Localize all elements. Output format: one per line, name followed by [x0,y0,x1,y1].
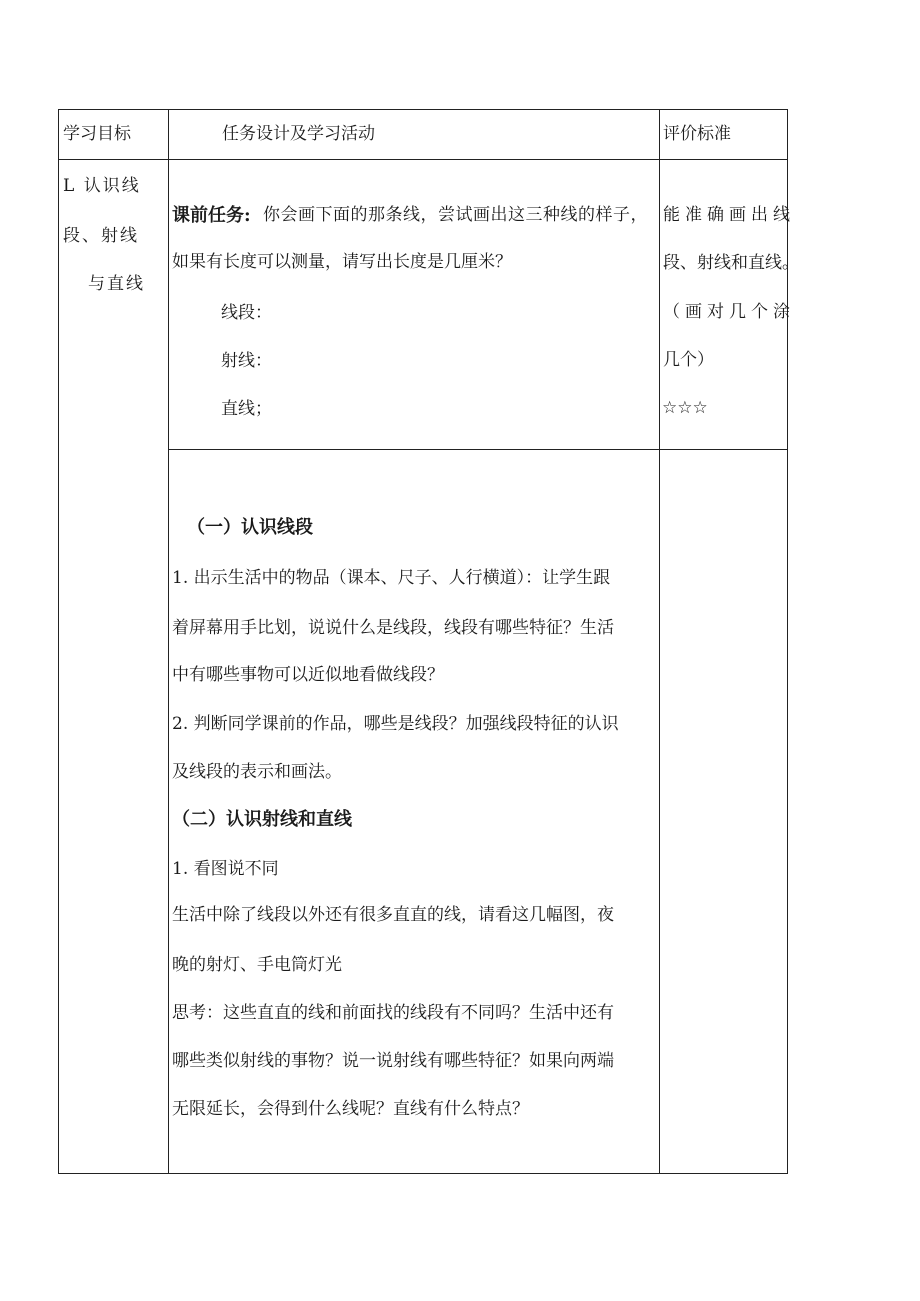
section-2-title: （二）认识射线和直线 [172,809,352,830]
section-2-para-2-line-2: 哪些类似射线的事物？说一说射线有哪些特征？如果向两端 [172,1051,614,1071]
pretask-text-1: 你会画下面的那条线，尝试画出这三种线的样子， [263,205,648,225]
section-2-para-2-line-3: 无限延长，会得到什么线呢？直线有什么特点？ [172,1099,529,1119]
pretask-bottom-border [168,449,788,450]
pretask-text-2: 如果有长度可以测量，请写出长度是几厘米？ [172,252,512,272]
section-2-para-1-line-2: 晚的射灯、手电筒灯光 [172,955,342,975]
criteria-stars: ☆☆☆ [662,398,708,418]
section-2-item-1: 1. 看图说不同 [172,859,279,879]
pretask-label: 课前任务: [172,205,251,226]
section-1-para-2-line-1: 2. 判断同学课前的作品，哪些是线段？加强线段特征的认识 [172,714,619,734]
goal-line-1: L 认识线 [63,176,141,196]
section-1-title: （一）认识线段 [187,517,313,538]
section-1-para-1-line-3: 中有哪些事物可以近似地看做线段？ [172,665,444,685]
pretask-ray-label: 射线： [221,351,272,371]
section-1-para-2-line-2: 及线段的表示和画法。 [172,762,342,782]
criteria-line-1: 能准确画出线 [663,205,795,225]
section-2-para-2-line-1: 思考：这些直直的线和前面找的线段有不同吗？生活中还有 [172,1003,614,1023]
table-left-border [58,109,59,1174]
column-divider-1 [168,109,169,1174]
header-learning-goals: 学习目标 [63,124,131,144]
section-1-para-1-line-1: 1. 出示生活中的物品（课本、尺子、人行横道）：让学生跟 [172,568,611,588]
criteria-line-4: 几个） [663,350,714,370]
pretask-line-label: 直线； [221,399,272,419]
column-divider-2 [659,109,660,1174]
header-task-design: 任务设计及学习活动 [222,124,375,144]
pretask-segment-label: 线段： [221,303,272,323]
criteria-line-3: （画对几个涂 [663,302,795,322]
criteria-line-2: 段、射线和直线。 [663,253,799,273]
section-1-para-1-line-2: 着屏幕用手比划，说说什么是线段，线段有哪些特征？生活 [172,618,614,638]
goal-line-3: 与直线 [88,274,145,294]
goal-line-2: 段、射线 [63,226,139,246]
header-evaluation: 评价标准 [663,124,731,144]
section-2-para-1-line-1: 生活中除了线段以外还有很多直直的线，请看这几幅图，夜 [172,905,614,925]
